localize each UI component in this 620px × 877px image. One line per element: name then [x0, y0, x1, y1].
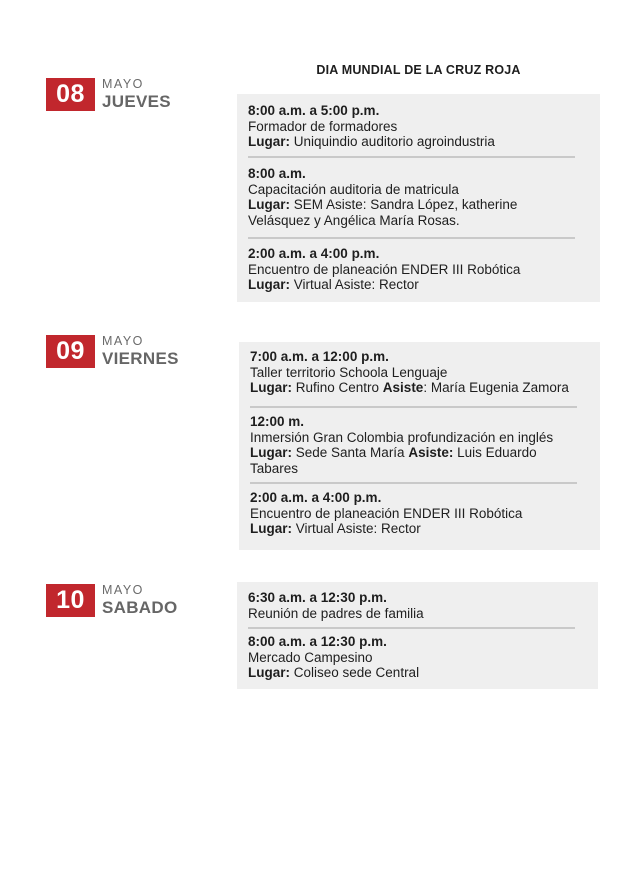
location-value: Rufino Centro [292, 380, 383, 395]
month-label: MAYO [102, 334, 144, 348]
event-item [250, 414, 592, 476]
event-item [250, 490, 592, 537]
section-title: DIA MUNDIAL DE LA CRUZ ROJA [316, 63, 521, 77]
divider [248, 627, 575, 629]
location-label: Lugar: [250, 521, 292, 536]
location-value: Sede Santa María [292, 445, 409, 460]
location-label: Lugar: [248, 197, 290, 212]
event-time: 6:30 a.m. a 12:30 p.m. [248, 590, 387, 605]
event-item [248, 634, 590, 681]
weekday-label: SABADO [102, 598, 178, 617]
day-number: 10 [46, 584, 95, 617]
location-label: Lugar: [250, 445, 292, 460]
event-time: 8:00 a.m. a 12:30 p.m. [248, 634, 387, 649]
month-label: MAYO [102, 583, 144, 597]
events-panel-09 [239, 342, 600, 550]
event-location-continued: Tabares [250, 460, 299, 476]
location-label: Lugar: [248, 277, 290, 292]
location-value: Virtual Asiste: Rector [292, 521, 421, 536]
event-title: Encuentro de planeación ENDER III Robótica [248, 261, 521, 277]
divider [248, 156, 575, 158]
day-number: 09 [46, 335, 95, 368]
event-time: 7:00 a.m. a 12:00 p.m. [250, 349, 389, 364]
weekday-label: VIERNES [102, 349, 179, 368]
attendee-label: Asiste [382, 380, 424, 395]
event-title: Formador de formadores [248, 118, 398, 134]
event-title: Taller territorio Schoola Lenguaje [250, 364, 448, 380]
event-location [250, 445, 592, 461]
event-location [248, 134, 592, 150]
location-value: Uniquindio auditorio agroindustria [290, 134, 495, 149]
event-item [248, 246, 592, 293]
event-item [248, 103, 592, 150]
weekday-label: JUEVES [102, 92, 171, 111]
location-value: Virtual Asiste: Rector [290, 277, 419, 292]
divider [248, 237, 575, 239]
event-location [248, 665, 590, 681]
attendee-value: : María Eugenia Zamora [423, 380, 569, 395]
month-label: MAYO [102, 77, 144, 91]
location-value: Coliseo sede Central [290, 665, 420, 680]
location-label: Lugar: [250, 380, 292, 395]
events-panel-10 [237, 582, 598, 689]
event-time: 8:00 a.m. a 5:00 p.m. [248, 103, 380, 118]
location-value: SEM Asiste: Sandra López, katherine [290, 197, 518, 212]
events-panel-08 [237, 94, 600, 302]
event-title: Capacitación auditoria de matricula [248, 181, 459, 197]
location-label: Lugar: [248, 134, 290, 149]
event-title: Inmersión Gran Colombia profundización en inglés [250, 429, 554, 445]
event-title: Mercado Campesino [248, 649, 373, 665]
event-item [248, 166, 592, 228]
event-time: 2:00 a.m. a 4:00 p.m. [250, 490, 382, 505]
event-time: 8:00 a.m. [248, 166, 306, 181]
event-location [250, 521, 592, 537]
day-number: 08 [46, 78, 95, 111]
event-title: Reunión de padres de familia [248, 605, 424, 621]
location-label: Lugar: [248, 665, 290, 680]
event-location [248, 197, 592, 213]
event-location [248, 277, 592, 293]
event-title: Encuentro de planeación ENDER III Robótica [250, 505, 523, 521]
divider [250, 482, 577, 484]
divider [250, 406, 577, 408]
event-item [250, 349, 592, 396]
event-item [248, 590, 590, 621]
attendee-value: Luis Eduardo [453, 445, 537, 460]
event-time: 2:00 a.m. a 4:00 p.m. [248, 246, 380, 261]
event-location-continued: Velásquez y Angélica María Rosas. [248, 212, 460, 228]
event-location [250, 380, 592, 396]
event-time: 12:00 m. [250, 414, 305, 429]
attendee-label: Asiste: [408, 445, 454, 460]
